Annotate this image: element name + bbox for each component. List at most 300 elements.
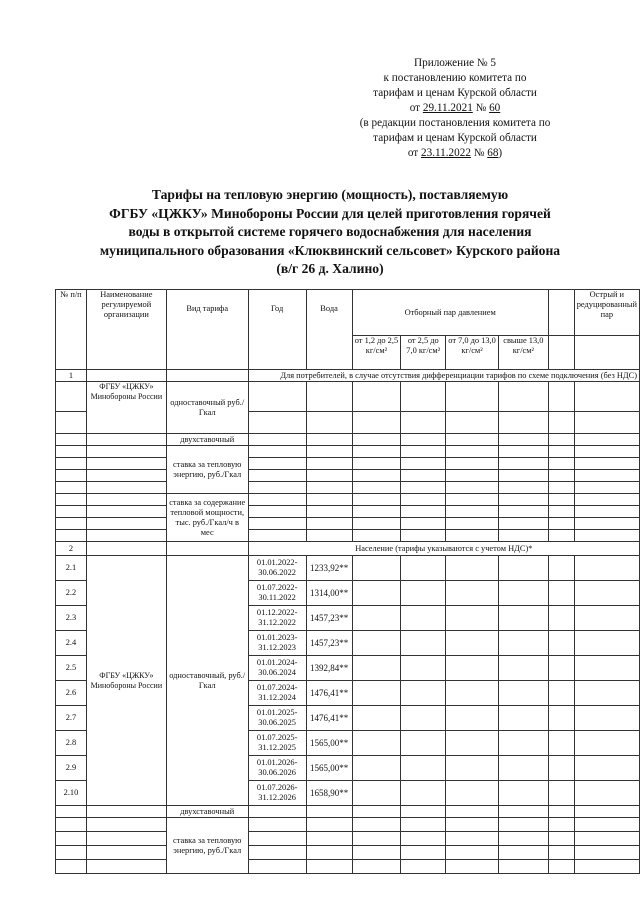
rate-capacity: ставка за содержание тепловой мощности, тыс. руб./Гкал/ч в мес	[166, 494, 248, 542]
row-number: 2.5	[56, 656, 87, 681]
empty-cell	[574, 336, 639, 370]
empty-cell	[548, 631, 574, 656]
row-number: 2.9	[56, 756, 87, 781]
empty-cell	[352, 818, 401, 832]
appendix-line: Приложение № 5	[414, 57, 496, 69]
empty-cell	[248, 806, 306, 818]
header-org: Наименование регулируемой организации	[86, 290, 166, 370]
empty-cell	[548, 832, 574, 846]
empty-cell	[446, 446, 499, 458]
empty-cell	[446, 494, 499, 506]
empty-cell	[574, 606, 639, 631]
empty-cell	[306, 434, 352, 446]
empty-cell	[401, 846, 446, 860]
empty-cell	[86, 806, 166, 818]
empty-cell	[166, 370, 248, 382]
empty-cell	[446, 482, 499, 494]
row-number: 2.1	[56, 556, 87, 581]
empty-cell	[352, 606, 401, 631]
empty-cell	[498, 506, 548, 518]
table-row	[56, 482, 640, 494]
empty-cell	[548, 706, 574, 731]
header-pressure-1: от 1,2 до 2,5 кг/см²	[352, 336, 401, 370]
empty-cell	[574, 681, 639, 706]
section-label: Население (тарифы указываются с учетом НДС)*	[248, 542, 639, 556]
rate-energy: ставка за тепловую энергию, руб./Гкал	[166, 446, 248, 494]
section-number: 2	[56, 542, 87, 556]
period: 01.01.2026-30.06.2026	[248, 756, 306, 781]
empty-cell	[248, 832, 306, 846]
empty-cell	[306, 412, 352, 434]
empty-cell	[548, 818, 574, 832]
empty-cell	[401, 434, 446, 446]
table-row	[56, 446, 640, 458]
empty-cell	[352, 731, 401, 756]
empty-cell	[574, 781, 639, 806]
appendix-line	[330, 146, 580, 161]
empty-cell	[248, 458, 306, 470]
empty-cell	[401, 656, 446, 681]
org-name: ФГБУ «ЦЖКУ» Минобороны России	[86, 556, 166, 806]
title-line: муниципального образования «Клюквинский сельсовет» Курского района	[99, 242, 561, 258]
tariff-single-rate: одноставочный руб./Гкал	[166, 382, 248, 434]
tariff-two-rate: двухставочный	[166, 434, 248, 446]
table-row	[56, 542, 640, 556]
empty-cell	[574, 530, 639, 542]
empty-cell	[574, 446, 639, 458]
empty-cell	[548, 506, 574, 518]
empty-cell	[446, 518, 499, 530]
empty-cell	[574, 581, 639, 606]
period: 01.07.2024-31.12.2024	[248, 681, 306, 706]
empty-cell	[306, 382, 352, 412]
empty-cell	[352, 656, 401, 681]
empty-cell	[446, 458, 499, 470]
empty-cell	[498, 434, 548, 446]
empty-cell	[248, 482, 306, 494]
empty-cell	[56, 482, 87, 494]
empty-cell	[498, 556, 548, 581]
appendix-text: №	[470, 147, 488, 159]
empty-cell	[401, 860, 446, 874]
appendix-line	[330, 101, 580, 116]
empty-cell	[86, 846, 166, 860]
table-row	[56, 494, 640, 506]
empty-cell	[446, 434, 499, 446]
empty-cell	[401, 482, 446, 494]
empty-cell	[248, 382, 306, 412]
tariff-single-rate: одноставочный, руб./Гкал	[166, 556, 248, 806]
empty-cell	[352, 382, 401, 412]
empty-cell	[306, 806, 352, 818]
empty-cell	[352, 494, 401, 506]
empty-cell	[446, 506, 499, 518]
empty-cell	[548, 756, 574, 781]
empty-cell	[56, 860, 87, 874]
empty-cell	[574, 518, 639, 530]
table-row	[56, 518, 640, 530]
empty-cell	[248, 860, 306, 874]
empty-cell	[401, 494, 446, 506]
empty-cell	[306, 506, 352, 518]
title-line: воды в открытой системе горячего водоснабжения для населения	[128, 224, 532, 239]
empty-cell	[446, 412, 499, 434]
empty-cell	[401, 446, 446, 458]
header-row	[56, 290, 640, 336]
empty-cell	[574, 631, 639, 656]
empty-cell	[498, 706, 548, 731]
period: 01.12.2022-31.12.2022	[248, 606, 306, 631]
water-tariff: 1457,23**	[306, 631, 352, 656]
empty-cell	[548, 446, 574, 458]
empty-cell	[446, 581, 499, 606]
empty-cell	[56, 846, 87, 860]
empty-cell	[352, 482, 401, 494]
empty-cell	[446, 846, 499, 860]
empty-cell	[446, 470, 499, 482]
empty-cell	[498, 581, 548, 606]
empty-cell	[498, 412, 548, 434]
section-label: Для потребителей, в случае отсутствия дифференциации тарифов по схеме подключения (без НДС)	[248, 370, 639, 382]
empty-cell	[401, 706, 446, 731]
row-number: 2.6	[56, 681, 87, 706]
empty-cell	[446, 382, 499, 412]
empty-cell	[401, 470, 446, 482]
empty-cell	[498, 860, 548, 874]
water-tariff: 1457,23**	[306, 606, 352, 631]
row-number: 2.7	[56, 706, 87, 731]
empty-cell	[352, 832, 401, 846]
period: 01.01.2025-30.06.2025	[248, 706, 306, 731]
empty-cell	[548, 556, 574, 581]
empty-cell	[86, 446, 166, 458]
empty-cell	[86, 370, 166, 382]
appendix-line: тарифам и ценам Курской области	[373, 87, 537, 99]
period: 01.07.2026-31.12.2026	[248, 781, 306, 806]
header-pressure-3: от 7,0 до 13,0 кг/см²	[446, 336, 499, 370]
empty-cell	[248, 494, 306, 506]
empty-cell	[56, 806, 87, 818]
table-row	[56, 530, 640, 542]
empty-cell	[306, 482, 352, 494]
empty-cell	[446, 706, 499, 731]
empty-cell	[498, 382, 548, 412]
header-pressure-4: свыше 13,0 кг/см²	[498, 336, 548, 370]
empty-cell	[446, 832, 499, 846]
empty-cell	[306, 818, 352, 832]
empty-cell	[352, 446, 401, 458]
empty-cell	[548, 494, 574, 506]
empty-cell	[352, 518, 401, 530]
empty-cell	[352, 470, 401, 482]
empty-cell	[352, 581, 401, 606]
appendix-line: (в редакции постановления комитета по	[359, 117, 551, 129]
empty-cell	[352, 846, 401, 860]
empty-cell	[498, 631, 548, 656]
table-row	[56, 818, 640, 832]
empty-cell	[248, 470, 306, 482]
water-tariff: 1476,41**	[306, 706, 352, 731]
empty-cell	[498, 681, 548, 706]
empty-cell	[86, 482, 166, 494]
empty-cell	[498, 731, 548, 756]
tariff-table	[55, 289, 640, 874]
empty-cell	[56, 494, 87, 506]
empty-cell	[498, 818, 548, 832]
empty-cell	[86, 530, 166, 542]
empty-cell	[574, 846, 639, 860]
empty-cell	[574, 434, 639, 446]
empty-cell	[56, 446, 87, 458]
empty-cell	[574, 482, 639, 494]
empty-cell	[401, 556, 446, 581]
empty-cell	[446, 556, 499, 581]
empty-cell	[352, 530, 401, 542]
header-water: Вода	[306, 290, 352, 370]
row-number: 2.8	[56, 731, 87, 756]
empty-cell	[498, 518, 548, 530]
empty-cell	[306, 518, 352, 530]
revision-number: 68	[487, 147, 499, 159]
empty-cell	[86, 494, 166, 506]
table-row	[56, 832, 640, 846]
row-number: 2.3	[56, 606, 87, 631]
empty-cell	[56, 434, 87, 446]
empty-cell	[306, 458, 352, 470]
empty-cell	[248, 846, 306, 860]
empty-cell	[352, 756, 401, 781]
empty-cell	[446, 781, 499, 806]
header-sharp-steam: Острый и редуцированный пар	[574, 290, 639, 336]
empty-cell	[248, 530, 306, 542]
appendix-text: )	[498, 147, 503, 159]
resolution-number: 60	[489, 102, 501, 114]
empty-cell	[352, 631, 401, 656]
empty-cell	[548, 482, 574, 494]
water-tariff: 1565,00**	[306, 756, 352, 781]
water-tariff: 1476,41**	[306, 681, 352, 706]
document-title	[60, 186, 600, 279]
empty-cell	[56, 818, 87, 832]
empty-cell	[498, 470, 548, 482]
empty-cell	[306, 860, 352, 874]
empty-cell	[446, 631, 499, 656]
empty-cell	[352, 434, 401, 446]
empty-cell	[574, 412, 639, 434]
empty-cell	[498, 832, 548, 846]
empty-cell	[352, 681, 401, 706]
empty-cell	[548, 518, 574, 530]
empty-cell	[548, 656, 574, 681]
table-body	[56, 290, 640, 874]
empty-cell	[248, 434, 306, 446]
empty-cell	[498, 494, 548, 506]
empty-cell	[548, 382, 574, 412]
empty-cell	[548, 458, 574, 470]
empty-cell	[574, 860, 639, 874]
empty-cell	[352, 556, 401, 581]
empty-cell	[56, 518, 87, 530]
empty-cell	[306, 470, 352, 482]
empty-cell	[401, 681, 446, 706]
empty-cell	[574, 818, 639, 832]
empty-cell	[446, 818, 499, 832]
empty-cell	[498, 846, 548, 860]
empty-cell	[401, 731, 446, 756]
water-tariff: 1658,90**	[306, 781, 352, 806]
header-num: № п/п	[56, 290, 87, 370]
empty-cell	[548, 581, 574, 606]
empty-cell	[548, 470, 574, 482]
table-row	[56, 806, 640, 818]
empty-cell	[574, 756, 639, 781]
table-row	[56, 382, 640, 412]
empty-cell	[498, 446, 548, 458]
table-row	[56, 860, 640, 874]
empty-cell	[548, 781, 574, 806]
row-number: 2.4	[56, 631, 87, 656]
empty-cell	[401, 412, 446, 434]
header-steam: Отборный пар давлением	[352, 290, 548, 336]
appendix-line: к постановлению комитета по	[383, 72, 527, 84]
empty-cell	[574, 382, 639, 412]
empty-cell	[86, 434, 166, 446]
empty-cell	[548, 731, 574, 756]
empty-cell	[248, 818, 306, 832]
empty-cell	[86, 458, 166, 470]
empty-cell	[498, 656, 548, 681]
table-row	[56, 846, 640, 860]
title-line: (в/г 26 д. Халино)	[276, 261, 384, 276]
section-number: 1	[56, 370, 87, 382]
empty-cell	[446, 806, 499, 818]
empty-cell	[306, 446, 352, 458]
empty-cell	[56, 470, 87, 482]
period: 01.07.2022-30.11.2022	[248, 581, 306, 606]
rate-energy: ставка за тепловую энергию, руб./Гкал	[166, 818, 248, 874]
empty-cell	[446, 530, 499, 542]
empty-cell	[306, 832, 352, 846]
empty-cell	[574, 656, 639, 681]
title-line: Тарифы на тепловую энергию (мощность), поставляемую	[151, 187, 509, 202]
row-number: 2.10	[56, 781, 87, 806]
empty-cell	[548, 806, 574, 818]
water-tariff: 1233,92**	[306, 556, 352, 581]
period: 01.01.2023-31.12.2023	[248, 631, 306, 656]
empty-cell	[401, 382, 446, 412]
empty-cell	[548, 412, 574, 434]
empty-cell	[306, 846, 352, 860]
empty-cell	[86, 542, 166, 556]
empty-cell	[352, 412, 401, 434]
empty-cell	[574, 556, 639, 581]
appendix-text: от	[409, 102, 423, 114]
appendix-text: №	[472, 102, 490, 114]
empty-cell	[306, 530, 352, 542]
table-row	[56, 470, 640, 482]
header-empty	[548, 290, 574, 336]
empty-cell	[248, 412, 306, 434]
empty-cell	[352, 706, 401, 731]
empty-cell	[306, 494, 352, 506]
empty-cell	[86, 832, 166, 846]
empty-cell	[446, 606, 499, 631]
table-row	[56, 556, 640, 581]
empty-cell	[401, 631, 446, 656]
empty-cell	[401, 756, 446, 781]
empty-cell	[352, 506, 401, 518]
header-year: Год	[248, 290, 306, 370]
empty-cell	[86, 860, 166, 874]
empty-cell	[86, 818, 166, 832]
empty-cell	[446, 731, 499, 756]
empty-cell	[446, 860, 499, 874]
table-row	[56, 370, 640, 382]
title-line: ФГБУ «ЦЖКУ» Минобороны России для целей приготовления горячей	[109, 205, 551, 221]
empty-cell	[401, 818, 446, 832]
empty-cell	[248, 446, 306, 458]
empty-cell	[498, 781, 548, 806]
empty-cell	[248, 518, 306, 530]
water-tariff: 1565,00**	[306, 731, 352, 756]
empty-cell	[574, 494, 639, 506]
table-row	[56, 434, 640, 446]
resolution-date: 29.11.2021	[422, 102, 473, 114]
empty-cell	[56, 832, 87, 846]
empty-cell	[401, 606, 446, 631]
empty-cell	[574, 832, 639, 846]
org-name: ФГБУ «ЦЖКУ» Минобороны России	[86, 382, 166, 434]
empty-cell	[401, 518, 446, 530]
empty-cell	[56, 412, 87, 434]
empty-cell	[548, 860, 574, 874]
empty-cell	[498, 756, 548, 781]
empty-cell	[498, 458, 548, 470]
empty-cell	[401, 806, 446, 818]
period: 01.01.2024-30.06.2024	[248, 656, 306, 681]
appendix-block	[330, 56, 580, 161]
empty-cell	[352, 781, 401, 806]
period: 01.01.2022-30.06.2022	[248, 556, 306, 581]
empty-cell	[401, 506, 446, 518]
empty-cell	[352, 806, 401, 818]
water-tariff: 1392,84**	[306, 656, 352, 681]
empty-cell	[548, 530, 574, 542]
empty-cell	[548, 336, 574, 370]
empty-cell	[56, 382, 87, 412]
empty-cell	[352, 458, 401, 470]
tariff-two-rate: двухставочный	[166, 806, 248, 818]
empty-cell	[401, 781, 446, 806]
empty-cell	[498, 806, 548, 818]
empty-cell	[401, 832, 446, 846]
header-tariff-type: Вид тарифа	[166, 290, 248, 370]
empty-cell	[574, 458, 639, 470]
empty-cell	[446, 656, 499, 681]
table-row	[56, 458, 640, 470]
appendix-line: тарифам и ценам Курской области	[373, 132, 537, 144]
appendix-text: от	[407, 147, 421, 159]
empty-cell	[574, 470, 639, 482]
empty-cell	[86, 506, 166, 518]
empty-cell	[574, 731, 639, 756]
empty-cell	[574, 706, 639, 731]
empty-cell	[401, 581, 446, 606]
header-pressure-2: от 2,5 до 7,0 кг/см²	[401, 336, 446, 370]
period: 01.07.2025-31.12.2025	[248, 731, 306, 756]
empty-cell	[498, 530, 548, 542]
empty-cell	[574, 506, 639, 518]
